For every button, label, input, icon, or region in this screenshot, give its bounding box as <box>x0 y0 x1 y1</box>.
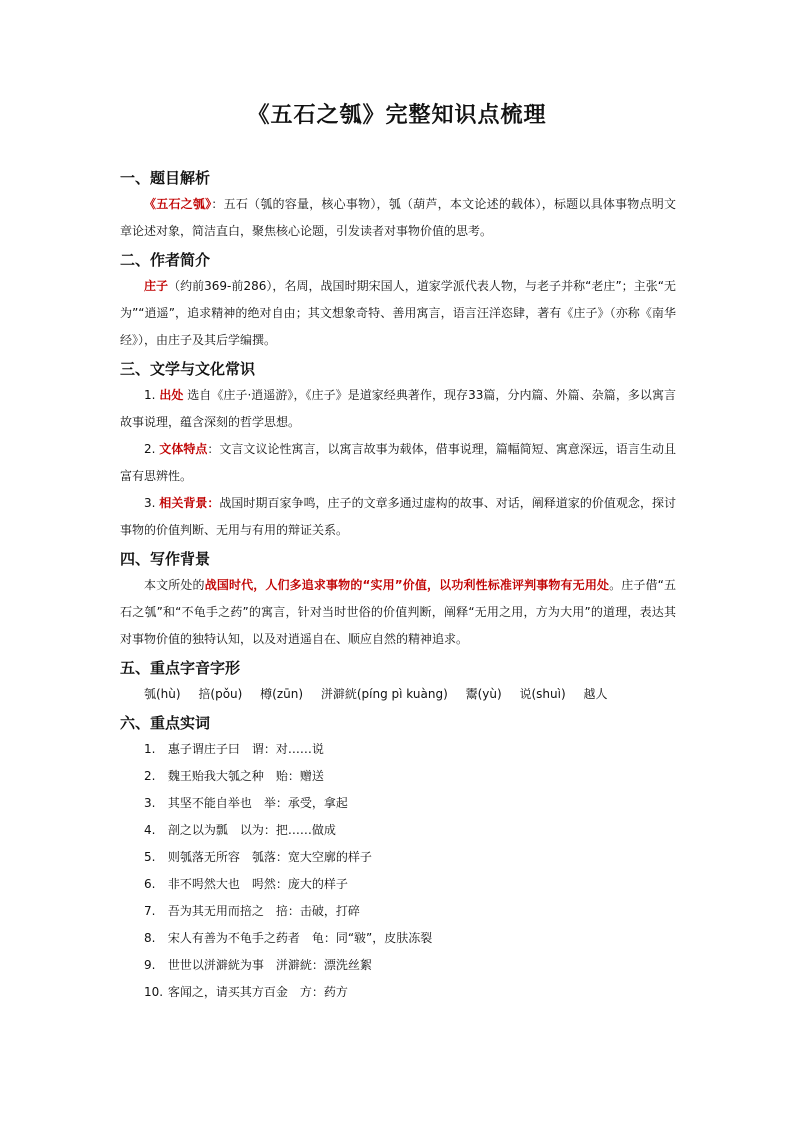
vocab-sentence: 非不呺然大也 <box>167 877 240 891</box>
background-highlight: 战国时代，人们多追求事物的“实用”价值，以功利性标准评判事物有无用处 <box>204 578 610 592</box>
vocab-gloss: 龟：同“皲”，皮肤冻裂 <box>311 931 433 945</box>
vocab-sentence: 其坚不能自举也 <box>167 796 252 810</box>
page-title: 《五石之瓠》完整知识点梳理 <box>247 103 547 128</box>
vocab-item <box>120 763 676 790</box>
background-paragraph <box>120 572 676 653</box>
vocab-item <box>120 898 676 925</box>
pronunciation-item: 鬻(yù) <box>465 687 502 701</box>
pronunciation-item: 说(shuì) <box>519 687 566 701</box>
vocab-gloss: 贻：赠送 <box>275 769 324 783</box>
literary-item <box>120 490 676 544</box>
item-text: ：文言文议论性寓言，以寓言故事为载体，借事说理，篇幅简短、寓意深远，语言生动且富有思辨性。 <box>120 442 676 483</box>
vocab-item <box>120 790 676 817</box>
item-number: 2. <box>144 442 156 456</box>
section-heading-title-analysis: 一、题目解析 <box>120 169 211 187</box>
vocab-number: 10. <box>144 985 164 999</box>
vocab-item <box>120 871 676 898</box>
title-analysis-paragraph <box>120 191 676 245</box>
vocab-number: 3. <box>144 796 156 810</box>
vocab-number: 9. <box>144 958 156 972</box>
title-analysis-lead: 《五石之瓠》 <box>144 197 212 211</box>
author-lead: 庄子 <box>144 279 169 293</box>
literary-item <box>120 436 676 490</box>
pronunciation-item: 洴澼絖(píng pì kuàng) <box>320 687 448 701</box>
pronunciation-list <box>120 681 676 708</box>
vocab-sentence: 宋人有善为不龟手之药者 <box>167 931 300 945</box>
vocab-number: 7. <box>144 904 156 918</box>
literary-item <box>120 382 676 436</box>
item-label: 出处 <box>159 388 184 402</box>
vocab-item <box>120 736 676 763</box>
vocab-number: 8. <box>144 931 156 945</box>
vocab-item <box>120 979 676 1006</box>
vocab-item <box>120 844 676 871</box>
vocab-gloss: 洴澼絖：漂洗丝絮 <box>275 958 372 972</box>
vocab-gloss: 方：药方 <box>299 985 348 999</box>
vocab-gloss: 举：承受，拿起 <box>263 796 348 810</box>
section-heading-background: 四、写作背景 <box>120 550 211 568</box>
vocab-sentence: 惠子谓庄子曰 <box>167 742 240 756</box>
item-text: 战国时期百家争鸣，庄子的文章多通过虚构的故事、对话，阐释道家的价值观念，探讨事物的价值判断、无用与有用的辩证关系。 <box>120 496 676 537</box>
pronunciation-item: 掊(pǒu) <box>198 687 243 701</box>
section-heading-key-words: 六、重点实词 <box>120 714 211 732</box>
item-label: 文体特点 <box>159 442 208 456</box>
item-text: 选自《庄子·逍遥游》，《庄子》是道家经典著作，现存33篇，分内篇、外篇、杂篇，多以寓言故事说理，蕴含深刻的哲学思想。 <box>120 388 676 429</box>
document-body <box>120 166 676 1006</box>
vocab-sentence: 吾为其无用而掊之 <box>167 904 264 918</box>
vocab-sentence: 客闻之，请买其方百金 <box>167 985 288 999</box>
pronunciation-item: 樽(zūn) <box>260 687 304 701</box>
author-paragraph <box>120 273 676 354</box>
item-number: 3. <box>144 496 156 510</box>
vocab-item <box>120 925 676 952</box>
vocab-sentence: 魏王贻我大瓠之种 <box>167 769 264 783</box>
vocab-sentence: 世世以洴澼絖为事 <box>167 958 264 972</box>
background-pre: 本文所处的 <box>144 578 205 592</box>
vocab-number: 6. <box>144 877 156 891</box>
pronunciation-item: 越人 <box>583 687 608 701</box>
author-text: （约前369-前286），名周，战国时期宋国人，道家学派代表人物，与老子并称“老庄”；主张“无为”“逍遥”，追求精神的绝对自由；其文想象奇特、善用寓言，语言汪洋恣肆，著有《庄子》（亦称《南华经》），由庄子及其后学编撰。 <box>120 279 676 347</box>
title-analysis-text: ：五石（瓠的容量，核心事物），瓠（葫芦，本文论述的载体），标题以具体事物点明文章论述对象，简洁直白，聚焦核心论题，引发读者对事物价值的思考。 <box>120 197 676 238</box>
vocab-item <box>120 952 676 979</box>
section-heading-literary-knowledge: 三、文学与文化常识 <box>120 360 256 378</box>
background-post: 。庄子借“五石之瓠”和“不龟手之药”的寓言，针对当时世俗的价值判断，阐释“无用之用，方为大用”的道理，表达其对事物价值的独特认知，以及对逍遥自在、顺应自然的精神追求。 <box>120 578 676 646</box>
vocab-sentence: 剖之以为瓢 <box>167 823 228 837</box>
vocab-number: 4. <box>144 823 156 837</box>
vocab-gloss: 瓠落：宽大空廓的样子 <box>251 850 372 864</box>
vocab-item <box>120 817 676 844</box>
section-heading-pronunciation: 五、重点字音字形 <box>120 659 241 677</box>
section-heading-author: 二、作者简介 <box>120 251 211 269</box>
vocab-number: 1. <box>144 742 156 756</box>
vocab-gloss: 呺然：庞大的样子 <box>251 877 348 891</box>
vocab-number: 2. <box>144 769 156 783</box>
vocab-gloss: 谓：对……说 <box>251 742 324 756</box>
vocab-gloss: 掊：击破，打碎 <box>275 904 360 918</box>
vocab-number: 5. <box>144 850 156 864</box>
pronunciation-item: 瓠(hù) <box>144 687 181 701</box>
vocab-gloss: 以为：把……做成 <box>239 823 336 837</box>
item-label: 相关背景： <box>159 496 220 510</box>
vocab-sentence: 则瓠落无所容 <box>167 850 240 864</box>
item-number: 1. <box>144 388 156 402</box>
